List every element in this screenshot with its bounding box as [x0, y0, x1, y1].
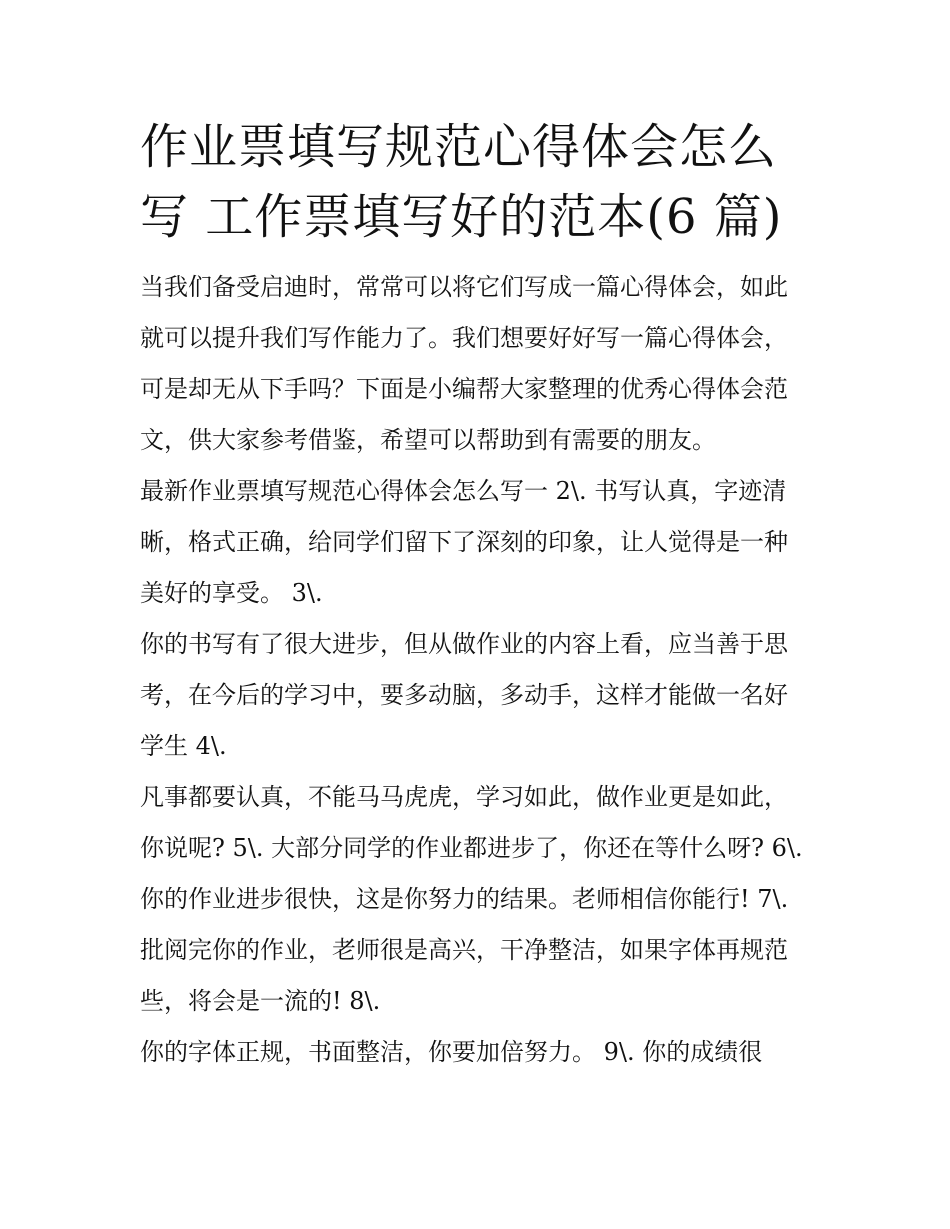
paragraph-list: [140, 262, 820, 1078]
paragraph-intro: 当我们备受启迪时，常常可以将它们写成一篇心得体会，如此 就可以提升我们写作能力了。我们想要好好写一篇心得体会， 可是却无从下手吗？下面是小编帮大家整理的优秀心得体会范 文，供大家参考借鉴，希望可以帮助到有需要的朋友。: [140, 273, 788, 454]
paragraph-4: 你的字体正规，书面整洁，你要加倍努力。 9\. 你的成绩很: [140, 1038, 763, 1066]
paragraph-1: 最新作业票填写规范心得体会怎么写一 2\. 书写认真，字迹清 晰，格式正确，给同学们留下了深刻的印象，让人觉得是一种 美好的享受。 3\.: [140, 477, 788, 607]
document-body: [140, 112, 820, 1078]
paragraph-3: 凡事都要认真，不能马马虎虎，学习如此，做作业更是如此， 你说呢? 5\. 大部分同学的作业都进步了，你还在等什么呀? 6\. 你的作业进步很快，这是你努力的结果。老师相信你能行! 7\. 批阅完你的作业，老师很是高兴，干净整洁，如果字体再规范 些，将会是一流的! 8\.: [140, 783, 803, 1015]
paragraph-2: 你的书写有了很大进步，但从做作业的内容上看，应当善于思 考，在今后的学习中，要多动脑，多动手，这样才能做一名好 学生 4\.: [140, 630, 788, 760]
document-title: 作业票填写规范心得体会怎么 写 工作票填写好的范本(6 篇): [140, 119, 783, 245]
